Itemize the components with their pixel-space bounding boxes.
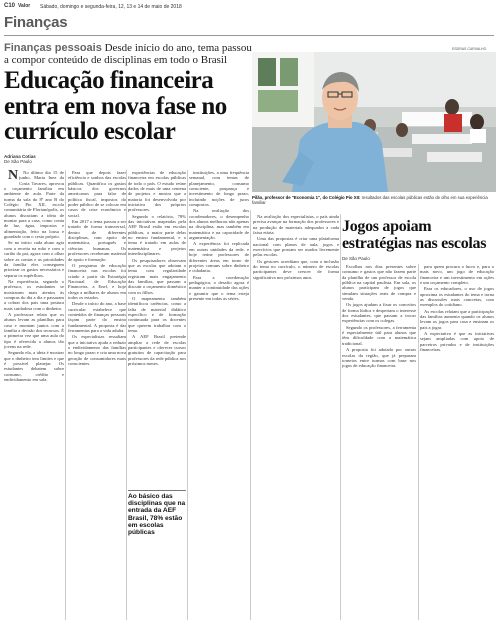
paragraph: Na avaliação dos coordenadores, o desempenho dos alunos melhorou não apenas na disciplina, mas também em matemática e na capacidade de argumentação. — [189, 208, 249, 241]
sidebar-headline: Jogos apoiam estratégias nas escolas — [342, 218, 487, 252]
page-number: C10 — [4, 3, 16, 9]
column-divider — [250, 210, 251, 620]
paragraph: As escolas relatam que a participação das famílias aumenta quando os alunos levam os jogos para casa e ensinam os pais a jogar. — [420, 308, 494, 330]
section-title: Finanças — [4, 14, 68, 31]
drop-cap: N — [8, 170, 19, 183]
paragraph: Para a coordenação pedagógica, o desafio agora é manter a continuidade das ações e garantir que o tema esteja presente em todas as séries. — [189, 274, 249, 301]
column-divider — [418, 264, 419, 620]
paragraph: Na experiência, segundo o professor, os estudantes se mostraram mais atentos às compras do dia a dia e passaram a cobrar dos pais uma postura mais cuidadosa com o dinheiro. — [4, 278, 64, 311]
paragraph: Uma das propostas é criar uma plataforma nacional com planos de aula, jogos e exercícios que possam ser usados livremente pelas escolas. — [253, 236, 339, 258]
paragraph: Segundo os professores, a ferramenta é especialmente útil para alunos que têm dificuldade com a matemática tradicional. — [342, 324, 416, 346]
section-divider — [4, 35, 494, 36]
kicker-bold: Finanças pessoais — [4, 42, 102, 54]
top-bar — [0, 0, 500, 12]
paragraph: Para os educadores, o uso de jogos aproxima os estudantes do tema e torna as discussões mais concretas, com exemplos do cotidiano. — [420, 286, 494, 308]
article-byline — [4, 154, 36, 164]
column-divider — [340, 214, 341, 620]
paragraph: Desde o início do ano, a base curricular estabelece que conteúdos de finanças pessoais façam parte do ensino fundamental. A proposta é dar ferramentas para a vida adulta. — [68, 301, 126, 333]
paragraph: Os jogos ajudam a fixar os conceitos de forma lúdica e despertam o interesse dos estudantes, que passam a trocar experiências com os colegas. — [342, 302, 416, 324]
photo-credit: ESDRAS CARVALHO — [452, 47, 487, 51]
paragraph: Os pesquisadores observam que as escolas que adotam o tema com regularidade registram mais engajamento das famílias, que passam a discutir o orçamento doméstico com os filhos. — [128, 257, 186, 295]
article-column-1 — [4, 170, 64, 620]
author-location: De São Paulo — [4, 159, 32, 164]
article-column-5 — [253, 214, 339, 620]
paragraph: Para que depois fazer eficiência e sonhos das escolas públicas. Quantifica os gastos básicos dos governos americanos para falar de política fiscal, impostos do poder público de se colocar em casos de crise econômica e social. — [68, 170, 126, 218]
paragraph: para quem procura o lucro e, para o mais novo, um jogo de educação financeira e um investimento em ações e um orçamento completo. — [420, 264, 494, 286]
caption-text: resultados das escolas públicas estão de olho em sua experiência familiar — [252, 195, 488, 205]
paragraph: A professora relata que os alunos levam as planilhas para casa e montam juntos com a família a divisão dos recursos. É a primeira vez que uma aula do tipo é oferecida a alunos tão jovens na rede. — [4, 311, 64, 349]
article-column-2 — [68, 170, 126, 620]
article-column-3 — [128, 170, 186, 486]
classroom-photo-illustration — [252, 52, 496, 192]
paragraph: Se no início cada aluno agia com a receita na mão e com o cartão do pai, agora com o olhar sobre as contas e as prioridades da família eles conseguem priorizar os gastos necessários e separar os supérfluos. — [4, 240, 64, 278]
paragraph: instituições, a uma frequência semanal, com temas de planejamento, consumo consciente, poupança e investimento de longo prazo, incluindo noções de juros compostos. — [189, 170, 249, 208]
pull-quote: Ao básico das disciplinas que na entrada da AEF Brasil, 78% estão em escolas públicas — [128, 490, 186, 536]
photo-caption — [252, 195, 496, 205]
sidebar-column-1 — [342, 264, 416, 620]
sidebar-column-2 — [420, 264, 494, 620]
paragraph: Os gestores acreditam que, com a inclusão do tema no currículo, o número de escolas participantes deve crescer de forma significativa nos próximos anos. — [253, 258, 339, 280]
paragraph: N No último dia 15 de junho, Maria Inez da Costa Tavares, aprovou o orçamento familiar em ambiente de aula. Parte da turma da sala do 8º ano B do Colégio Pio XII, escola comunitária de Florianópolis, os alunos discutiam a ideia de montar para a casa, como conta de luz, água, impostos e alimentação, feito na lousa e guardado com o cesto próprio. — [4, 170, 64, 240]
paragraph: A experiência foi replicada em outras unidades da rede, e hoje reúne professores de diferentes áreas em torno de projetos comuns sobre dinheiro e cidadania. — [189, 241, 249, 274]
paragraph: Na avaliação dos especialistas, o país ainda precisa avançar na formação dos professores e na produção de materiais adequados a cada faixa etária. — [253, 214, 339, 236]
author-name: Adriana Cotias — [4, 154, 36, 159]
date-line: Sábado, domingo e segunda-feira, 12, 13 e 14 de maio de 2018 — [40, 3, 182, 10]
column-divider — [126, 170, 127, 620]
paragraph: Segundo ela, a ideia é mostrar que o dinheiro tem limites e que é possível planejar. Os estudantes debatem sobre consumo, crédito e endividamento em sala. — [4, 350, 64, 383]
column-divider — [65, 170, 66, 620]
article-column-4 — [189, 170, 249, 620]
paragraph: A proposta foi adotada por outras escolas da região, que já preparam torneios entre turmas com base nos jogos de educação financeira. — [342, 347, 416, 369]
paragraph: experiências de educação financeira em escolas públicas de todo o país. O estudo reúne dados de mais de uma centena de projetos e mostra que a maioria foi desenvolvida por iniciativa dos próprios professores. — [128, 170, 186, 213]
article-kicker — [4, 42, 252, 66]
paragraph: O mapeamento também identificou carências, como a falta de material didático específico e de formação continuada para os docentes que querem trabalhar com o tema. — [128, 295, 186, 333]
paragraph: A expectativa é que as iniciativas sejam ampliadas com apoio de parceiros privados e de instituições financeiras. — [420, 331, 494, 353]
sidebar-byline: De São Paulo — [342, 256, 370, 261]
publication-name: Valor — [18, 3, 31, 9]
column-divider — [187, 170, 188, 620]
paragraph: O programa de educação financeira nas escolas foi criado a partir da Estratégia Nacional de Educação Financeira, a Enef, e hoje chega a milhares de alunos em todos os estados. — [68, 262, 126, 300]
classroom-photo — [252, 52, 496, 192]
paragraph: Em 2017 o tema passou a ser tratado de forma transversal, dentro de diferentes disciplinas, com apoio de matemática, português e ciências humanas. Os professores receberam material de apoio e formação. — [68, 219, 126, 262]
article-headline: Educação financeira entra em nova fase no currículo escolar — [4, 67, 227, 145]
paragraph: A AEF Brasil pretende ampliar a rede de escolas participantes e oferecer cursos gratuitos de capacitação para professores da rede pública nos próximos meses. — [128, 334, 186, 367]
kicker-text: Desde início do ano, tema passou a compor conteúdo de disciplinas em todo o Brasil — [4, 42, 252, 66]
paragraph: Os especialistas ressaltam que a iniciativa ajuda a reduzir o endividamento das famílias no longo prazo e cria uma nova geração de consumidores mais conscientes. — [68, 334, 126, 367]
paragraph: Segundo o relatório, 78% das iniciativas mapeadas pela AEF Brasil estão em escolas públicas, a maior parte delas no ensino fundamental, e o tema é tratado em aulas de matemática e projetos interdisciplinares. — [128, 213, 186, 257]
caption-bold: Pilão, professor de "Economia 1", do Colégio Pio XII: — [252, 195, 361, 200]
paragraph: Escolhas nos dias presentes sobre consumo e gastos que não fazem parte da planilha de um professor de escola pública na capital paulista. Em sala, os alunos participam de jogos que simulam situações reais de compra e venda. — [342, 264, 416, 302]
